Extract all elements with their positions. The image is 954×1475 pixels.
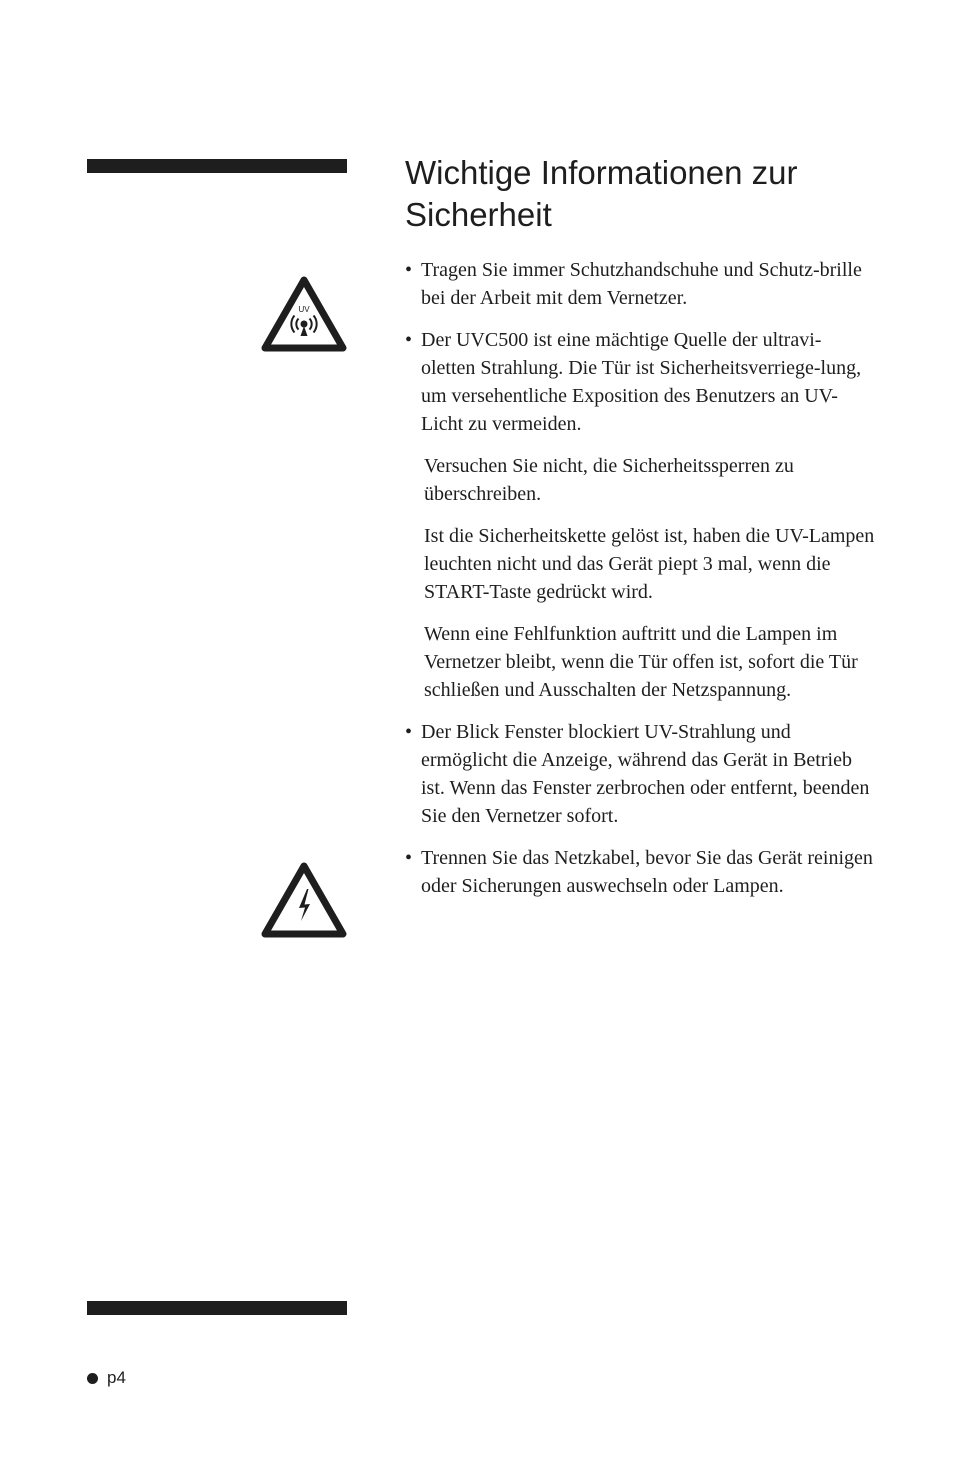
page-title: Wichtige Informationen zur Sicherheit xyxy=(405,154,798,233)
paragraph-power: • Trennen Sie das Netzkabel, bevor Sie das Gerät reinigen oder Sicherungen auswechseln oder Lampen. xyxy=(405,844,875,900)
paragraph-uv-source: • Der UVC500 ist eine mächtige Quelle der ultravi-oletten Strahlung. Die Tür ist Sicherheitsverriege-lung, um versehentliche Exposition des Benutzers an UV-Licht zu vermeiden. xyxy=(405,326,875,438)
electric-shock-warning-icon xyxy=(261,862,347,938)
paragraph-malfunction: Wenn eine Fehlfunktion auftritt und die Lampen im Vernetzer bleibt, wenn die Tür offen ist, sofort die Tür schließen und Ausschalten der Netzspannung. xyxy=(424,623,858,701)
top-rule xyxy=(87,159,347,173)
page-number: p4 xyxy=(107,1368,126,1387)
uv-radiation-warning-icon xyxy=(261,276,347,352)
paragraph-interlock: Ist die Sicherheitskette gelöst ist, haben die UV-Lampen leuchten nicht und das Gerät piept 3 mal, wenn die START-Taste gedrückt wird. xyxy=(424,525,875,603)
paragraph-gloves: • Tragen Sie immer Schutzhandschuhe und Schutz-brille bei der Arbeit mit dem Vernetzer. xyxy=(405,256,875,312)
safety-text xyxy=(405,256,875,914)
paragraph-override: Versuchen Sie nicht, die Sicherheitssperren zu überschreiben. xyxy=(424,455,794,505)
paragraph-window: • Der Blick Fenster blockiert UV-Strahlung und ermöglicht die Anzeige, während das Gerät in Betrieb ist. Wenn das Fenster zerbrochen oder entfernt, beenden Sie den Vernetzer sofort. xyxy=(405,718,875,830)
page-footer xyxy=(87,1368,126,1388)
bottom-rule xyxy=(87,1301,347,1315)
uv-label: UV xyxy=(298,305,310,314)
bullet-dot-icon xyxy=(87,1373,98,1384)
